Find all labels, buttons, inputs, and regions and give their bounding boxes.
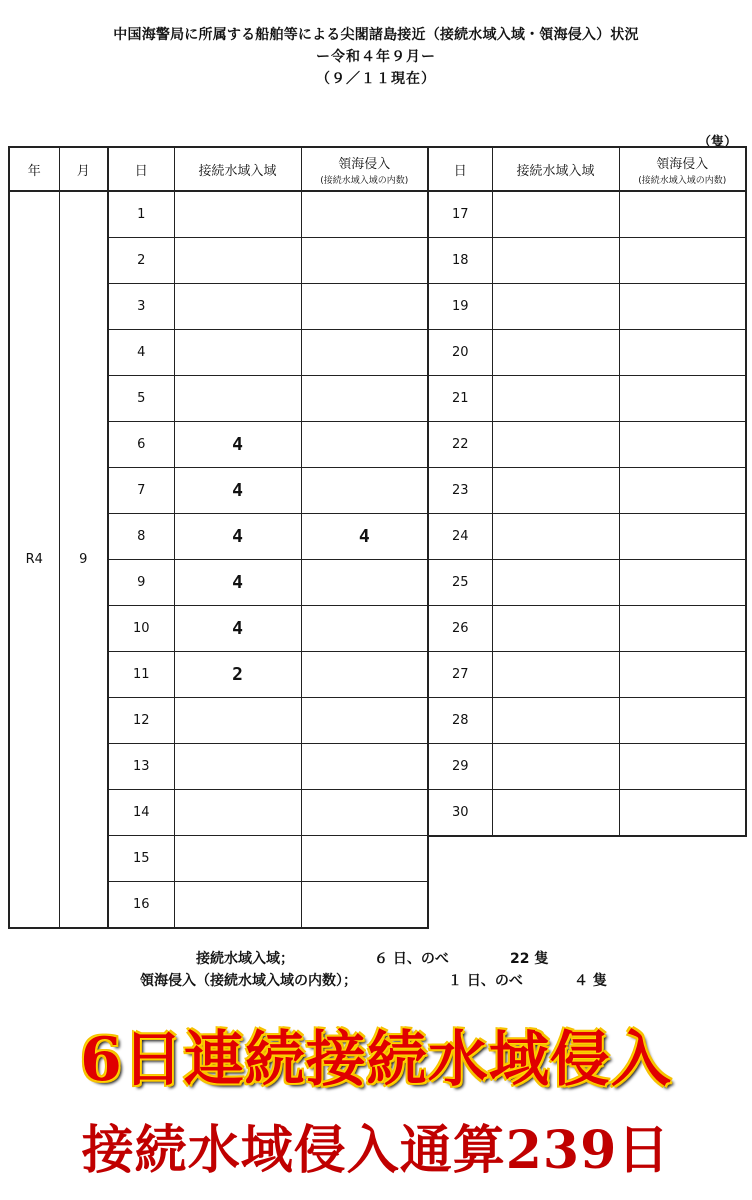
table-row [428,744,746,790]
contiguous-count-cell [174,836,301,882]
territorial-count-cell [301,468,428,514]
territorial-count-cell [619,468,746,514]
summary-contiguous-total: 22 隻 [510,951,549,967]
contiguous-count-cell [174,376,301,422]
territorial-count-cell [619,560,746,606]
document-subtitle: ー令和４年９月ー [316,49,436,65]
table-row [428,606,746,652]
contiguous-count-cell [492,422,619,468]
summary-territorial-total: ４ 隻 [574,973,607,989]
territorial-count-cell [301,560,428,606]
day-cell: 10 [108,606,174,652]
day-cell: 29 [428,744,492,790]
territorial-count-cell [301,330,428,376]
territorial-count-cell: 4 [301,514,428,560]
day-cell: 12 [108,698,174,744]
territorial-count-cell [619,284,746,330]
territorial-count-cell [619,790,746,837]
contiguous-count-cell: 4 [174,560,301,606]
territorial-count-cell [619,744,746,790]
day-cell: 26 [428,606,492,652]
contiguous-count-cell [492,790,619,837]
day-cell: 1 [108,191,174,238]
banner-consecutive-days: 6日連続接続水域侵入 [80,1025,672,1095]
territorial-count-cell [301,191,428,238]
table-row [428,191,746,238]
territorial-count-cell [301,698,428,744]
table-header-row [428,147,746,191]
territorial-count-cell [619,238,746,284]
contiguous-count-cell [492,698,619,744]
day-cell: 21 [428,376,492,422]
day-cell: 28 [428,698,492,744]
table-days-1-16 [8,146,429,929]
summary-territorial-label: 領海侵入（接続水域入域の内数）； [140,973,357,989]
table-row [9,191,428,238]
contiguous-count-cell [492,468,619,514]
contiguous-count-cell [492,284,619,330]
header-territorial [619,147,746,191]
table-row [428,468,746,514]
contiguous-count-cell: 4 [174,468,301,514]
contiguous-count-cell [492,560,619,606]
unit-label: （隻） [698,135,738,150]
territorial-count-cell [301,284,428,330]
table-row [428,422,746,468]
contiguous-count-cell [492,514,619,560]
day-cell: 13 [108,744,174,790]
day-cell: 6 [108,422,174,468]
header-territorial-note: (接続水域入域の内数) [320,175,409,186]
day-cell: 11 [108,652,174,698]
table-row [428,698,746,744]
contiguous-count-cell [174,882,301,929]
day-cell: 2 [108,238,174,284]
territorial-count-cell [301,376,428,422]
day-cell: 17 [428,191,492,238]
table-row [428,238,746,284]
as-of-date: （９／１１現在） [316,71,436,87]
banner-total-days: 接続水域侵入通算239日 [81,1120,671,1181]
territorial-count-cell [301,422,428,468]
day-cell: 19 [428,284,492,330]
territorial-count-cell [301,882,428,929]
territorial-count-cell [619,422,746,468]
contiguous-count-cell [174,698,301,744]
contiguous-count-cell [174,330,301,376]
contiguous-count-cell [174,744,301,790]
table-header-row [9,147,428,191]
contiguous-count-cell [492,744,619,790]
contiguous-count-cell [492,330,619,376]
header-contiguous: 接続水域入域 [492,147,619,191]
day-cell: 22 [428,422,492,468]
territorial-count-cell [619,698,746,744]
header-territorial-label: 領海侵入 [338,156,391,172]
day-cell: 3 [108,284,174,330]
header-contiguous: 接続水域入域 [174,147,301,191]
header-month: 月 [59,147,108,191]
territorial-count-cell [301,238,428,284]
table-row [428,560,746,606]
territorial-count-cell [619,606,746,652]
header-territorial-label: 領海侵入 [656,156,709,172]
contiguous-count-cell [492,652,619,698]
table-row [428,284,746,330]
contiguous-count-cell: 4 [174,422,301,468]
day-cell: 14 [108,790,174,836]
table-row [428,376,746,422]
day-cell: 30 [428,790,492,837]
day-cell: 9 [108,560,174,606]
day-cell: 5 [108,376,174,422]
table-days-17-30 [427,146,747,837]
territorial-count-cell [619,376,746,422]
summary-contiguous [0,948,752,970]
territorial-count-cell [619,652,746,698]
territorial-count-cell [619,514,746,560]
day-cell: 27 [428,652,492,698]
contiguous-count-cell [492,238,619,284]
territorial-count-cell [301,652,428,698]
day-cell: 25 [428,560,492,606]
table-row [428,330,746,376]
summary-territorial-days: １ 日、のべ [448,973,523,989]
day-cell: 15 [108,836,174,882]
contiguous-count-cell: 4 [174,514,301,560]
summary-contiguous-days: ６ 日、のべ [374,951,449,967]
territorial-count-cell [301,790,428,836]
contiguous-count-cell [174,238,301,284]
document-title: 中国海警局に所属する船舶等による尖閣諸島接近（接続水域入域・領海侵入）状況 [113,27,639,43]
table-row [428,790,746,837]
header-territorial [301,147,428,191]
day-cell: 16 [108,882,174,929]
day-cell: 24 [428,514,492,560]
territorial-count-cell [301,744,428,790]
header-territorial-note: (接続水域入域の内数) [638,175,727,186]
summary-contiguous-label: 接続水域入域； [196,951,294,967]
month-cell: 9 [59,191,108,928]
day-cell: 18 [428,238,492,284]
day-cell: 8 [108,514,174,560]
contiguous-count-cell: 2 [174,652,301,698]
territorial-count-cell [301,836,428,882]
contiguous-count-cell [174,790,301,836]
header-year: 年 [9,147,59,191]
territorial-count-cell [619,330,746,376]
summary-territorial [0,970,752,992]
contiguous-count-cell: 4 [174,606,301,652]
contiguous-count-cell [492,376,619,422]
contiguous-count-cell [174,284,301,330]
day-cell: 20 [428,330,492,376]
contiguous-count-cell [492,606,619,652]
year-cell: R4 [9,191,59,928]
contiguous-count-cell [492,191,619,238]
territorial-count-cell [301,606,428,652]
header-day: 日 [108,147,174,191]
contiguous-count-cell [174,191,301,238]
table-row [428,514,746,560]
day-cell: 23 [428,468,492,514]
day-cell: 4 [108,330,174,376]
header-day: 日 [428,147,492,191]
table-row [428,652,746,698]
day-cell: 7 [108,468,174,514]
territorial-count-cell [619,191,746,238]
